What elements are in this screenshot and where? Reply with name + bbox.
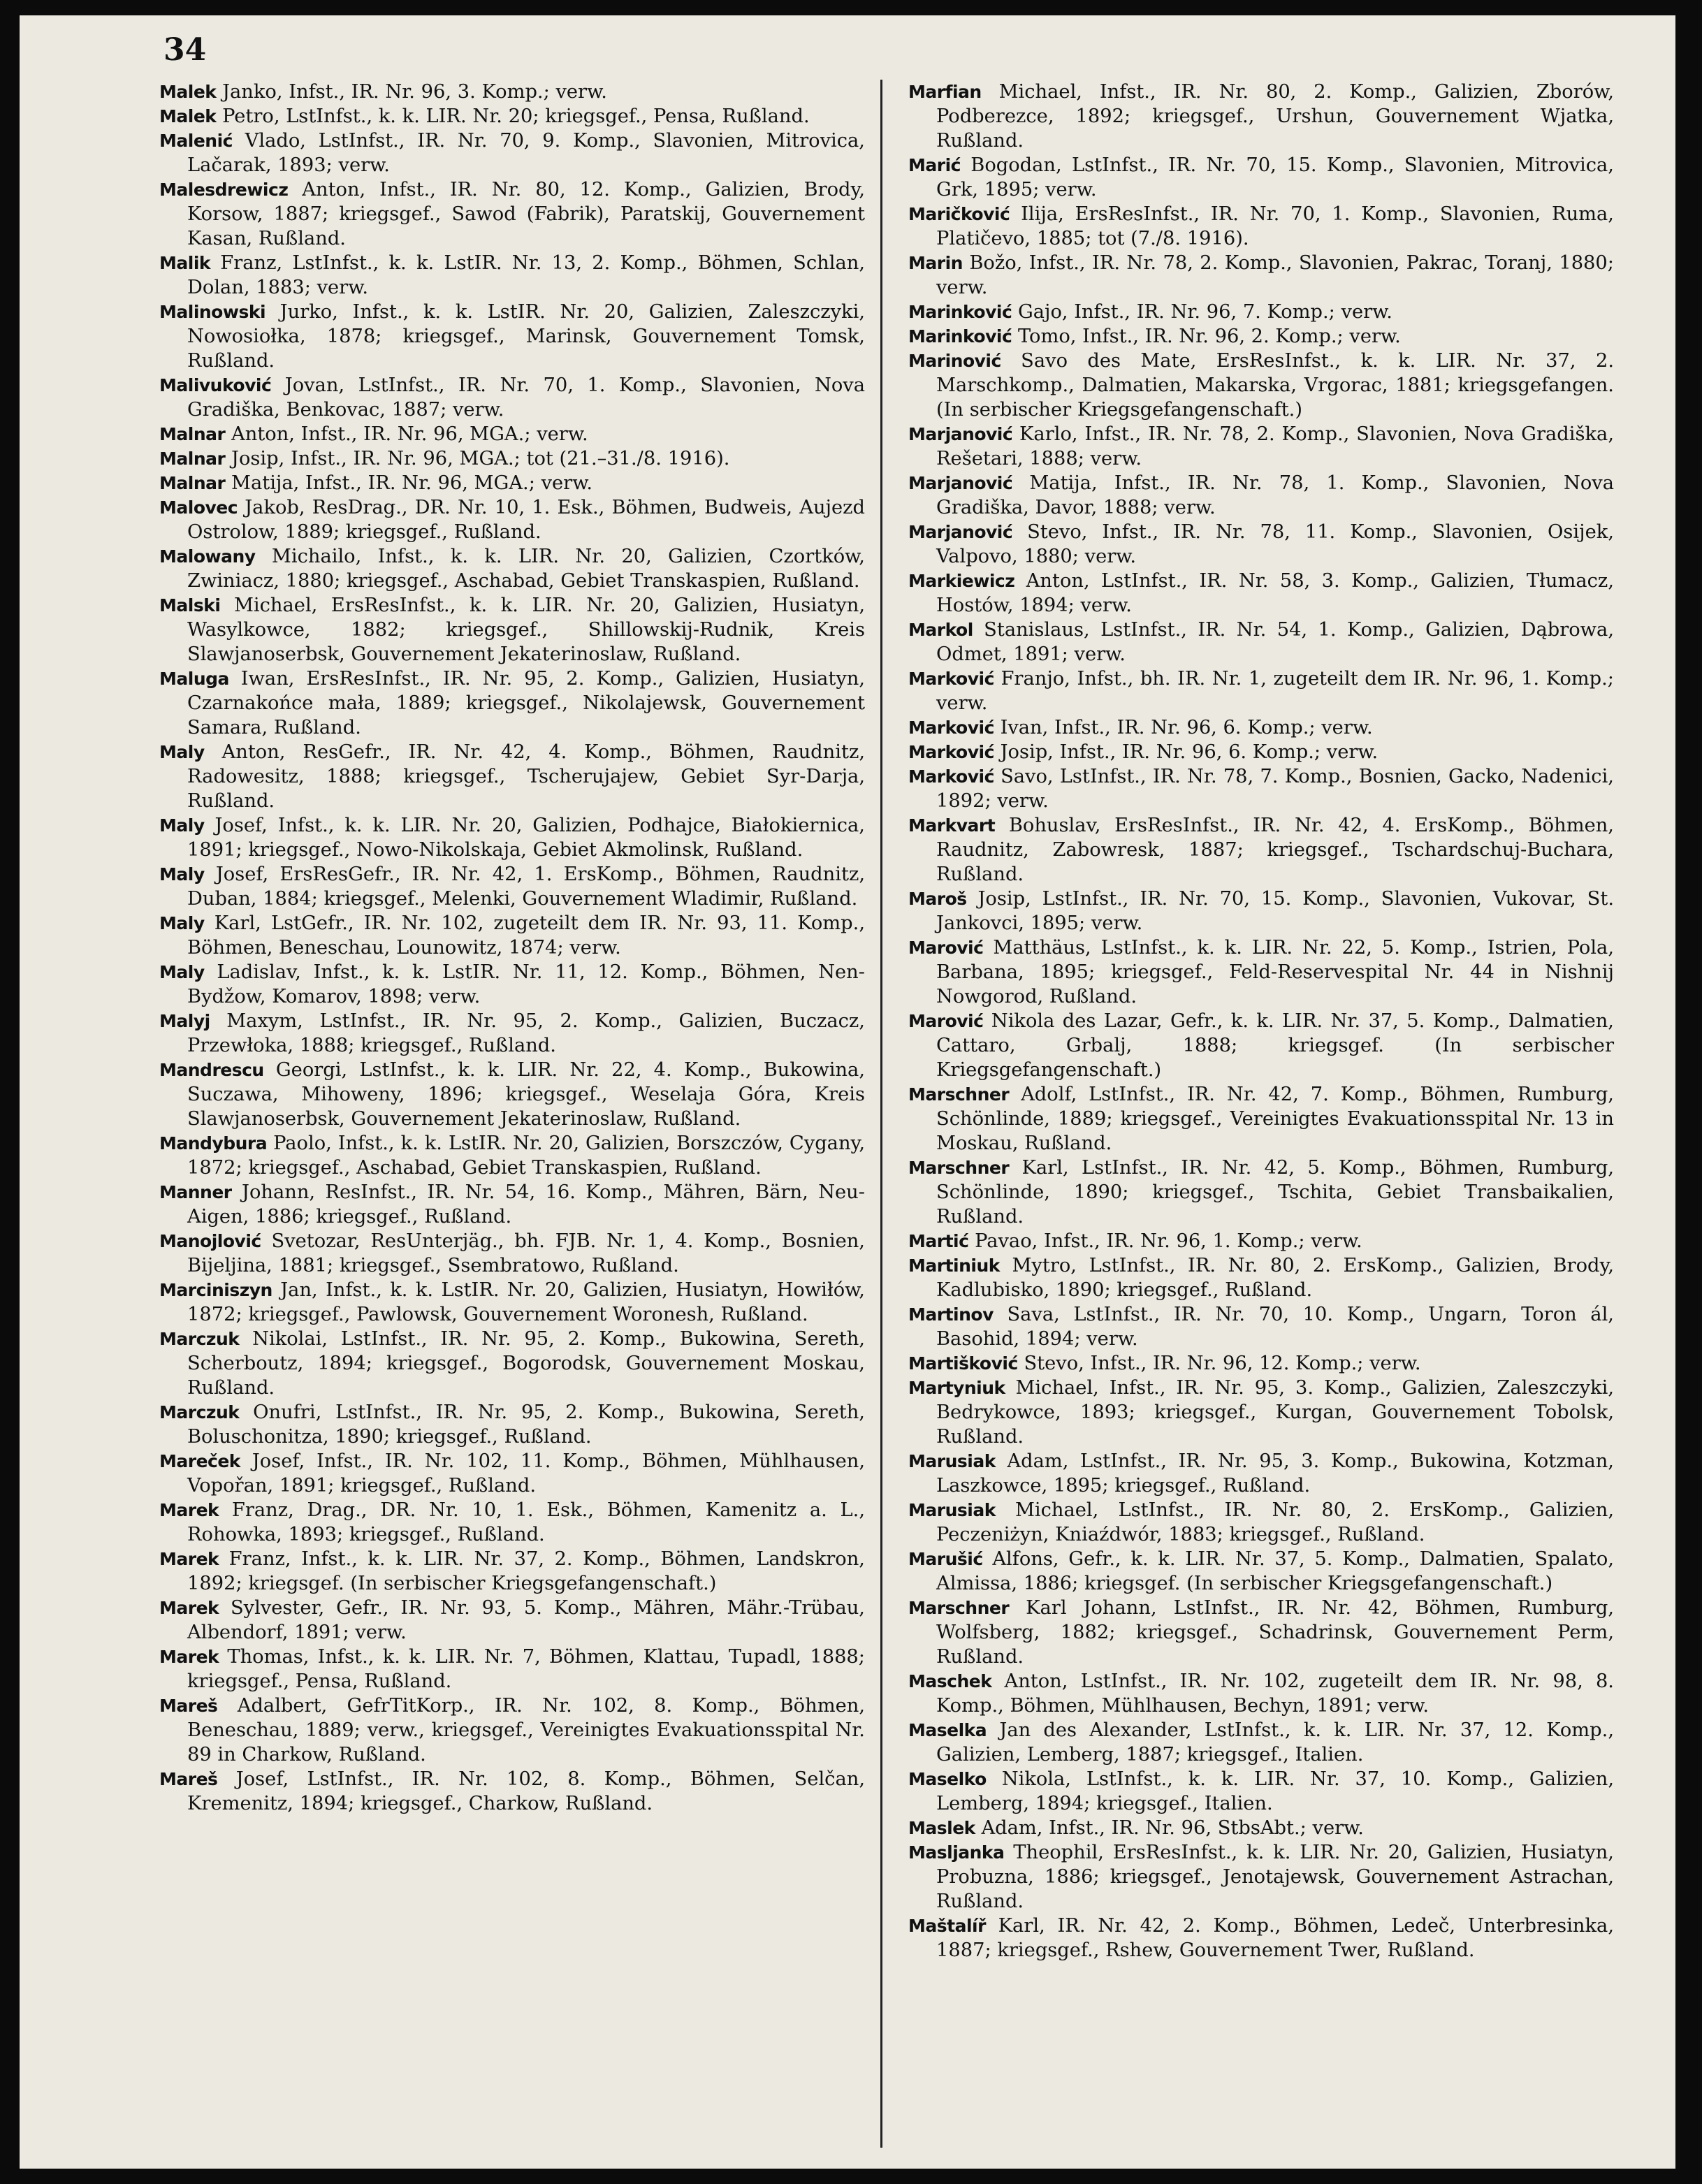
entry-details: Thomas, Infst., k. k. LIR. Nr. 7, Böhmen, Klattau, Tupadl, 1888; kriegsgef., Pensa, Rußland.: [187, 1646, 865, 1692]
register-entry: [908, 1082, 1614, 1156]
entry-surname: Malowany: [159, 546, 256, 567]
register-entry: [908, 1840, 1614, 1914]
entry-details: Josip, Infst., IR. Nr. 96, MGA.; tot (21.–31./8. 1916).: [225, 448, 730, 469]
register-entry: [159, 1645, 865, 1694]
entry-details: Stevo, Infst., IR. Nr. 96, 12. Komp.; verw.: [1017, 1353, 1421, 1374]
register-entry: [908, 715, 1614, 740]
register-entry: [908, 1302, 1614, 1351]
register-entry: [159, 80, 865, 104]
entry-details: Jan, Infst., k. k. LstIR. Nr. 20, Galizien, Husiatyn, Howiłów, 1872; kriegsgef., Pawlowsk, Gouvernement Woronesh, Rußland.: [187, 1279, 865, 1325]
register-entry: [908, 1376, 1614, 1449]
entry-surname: Marek: [159, 1647, 219, 1667]
entry-details: Sava, LstInfst., IR. Nr. 70, 10. Komp., Ungarn, Toron ál, Basohid, 1894; verw.: [936, 1304, 1614, 1350]
entry-surname: Martinov: [908, 1304, 994, 1325]
entry-surname: Markol: [908, 620, 973, 640]
register-entry: [159, 177, 865, 251]
register-entry: [908, 936, 1614, 1009]
register-entry: [159, 104, 865, 129]
entry-surname: Maroš: [908, 889, 967, 909]
register-entry: [159, 422, 865, 446]
entry-surname: Marušić: [908, 1549, 983, 1569]
entry-surname: Maselka: [908, 1720, 987, 1740]
entry-surname: Marjanović: [908, 424, 1013, 444]
entry-details: Alfons, Gefr., k. k. LIR. Nr. 37, 5. Komp., Dalmatien, Spalato, Almissa, 1886; kriegsgef. (In serbischer Kriegsgefangenschaft.): [936, 1548, 1614, 1594]
register-entry: [908, 764, 1614, 813]
entry-details: Nikola des Lazar, Gefr., k. k. LIR. Nr. 37, 5. Komp., Dalmatien, Cattaro, Grbalj, 1888; kriegsgef. (In serbischer Kriegsgefangenschaft.): [936, 1010, 1614, 1081]
entry-details: Karl Johann, LstInfst., IR. Nr. 42, Böhmen, Rumburg, Wolfsberg, 1882; kriegsgef., Schadrinsk, Gouvernement Perm, Rußland.: [936, 1597, 1614, 1668]
register-entry: [159, 373, 865, 422]
register-entry: [908, 520, 1614, 569]
register-entry: [908, 251, 1614, 300]
entry-details: Josef, Infst., k. k. LIR. Nr. 20, Galizien, Podhajce, Białokiernica, 1891; kriegsgef., Nowo-Nikolskaja, Gebiet Akmolinsk, Rußland.: [187, 815, 865, 861]
entry-details: Vlado, LstInfst., IR. Nr. 70, 9. Komp., Slavonien, Mitrovica, Lačarak, 1893; verw.: [187, 130, 865, 176]
entry-details: Franjo, Infst., bh. IR. Nr. 1, zugeteilt dem IR. Nr. 96, 1. Komp.; verw.: [936, 668, 1614, 714]
entry-details: Nikola, LstInfst., k. k. LIR. Nr. 37, 10. Komp., Galizien, Lemberg, 1894; kriegsgef., Italien.: [936, 1768, 1614, 1814]
entry-details: Anton, ResGefr., IR. Nr. 42, 4. Komp., Böhmen, Raudnitz, Radowesitz, 1888; kriegsgef., Tscherujajew, Gebiet Syr-Darja, Rußland.: [187, 741, 865, 812]
entry-surname: Marschner: [908, 1084, 1010, 1105]
entry-surname: Malnar: [159, 424, 226, 444]
entry-surname: Martić: [908, 1231, 969, 1251]
entry-surname: Maštalíř: [908, 1916, 986, 1936]
register-entry: [908, 1669, 1614, 1718]
register-entry: [159, 960, 865, 1009]
entry-surname: Maluga: [159, 669, 229, 689]
entry-surname: Marusiak: [908, 1451, 996, 1471]
entry-surname: Maly: [159, 962, 205, 982]
entry-surname: Marinković: [908, 326, 1012, 347]
entry-surname: Maschek: [908, 1671, 992, 1691]
entry-surname: Marjanović: [908, 522, 1013, 542]
register-entry: [908, 1816, 1614, 1840]
entry-details: Josef, LstInfst., IR. Nr. 102, 8. Komp., Böhmen, Selčan, Kremenitz, 1894; kriegsgef., Charkow, Rußland.: [187, 1768, 865, 1814]
entry-surname: Malik: [159, 253, 211, 273]
register-entry: [908, 1596, 1614, 1669]
entry-details: Michael, LstInfst., IR. Nr. 80, 2. ErsKomp., Galizien, Peczeniżyn, Kniaźdwór, 1883; kriegsgef., Rußland.: [936, 1499, 1614, 1545]
register-entry: [908, 349, 1614, 422]
register-entry: [159, 1229, 865, 1278]
entry-details: Jurko, Infst., k. k. LstIR. Nr. 20, Galizien, Zaleszczyki, Nowosiołka, 1878; kriegsgef., Marinsk, Gouvernement Tomsk, Rußland.: [187, 301, 865, 372]
entry-details: Georgi, LstInfst., k. k. LIR. Nr. 22, 4. Komp., Bukowina, Suczawa, Mihoweny, 1896; kriegsgef., Weselaja Góra, Kreis Slawjanoserbsk, Gouvernement Jekaterinoslaw, Rußland.: [187, 1059, 865, 1130]
register-entry: [159, 251, 865, 300]
register-entry: [159, 1058, 865, 1131]
register-entry: [908, 1547, 1614, 1596]
entry-details: Josef, Infst., IR. Nr. 102, 11. Komp., Böhmen, Mühlhausen, Vopořan, 1891; kriegsgef., Rußland.: [187, 1450, 865, 1497]
right-column: [908, 80, 1614, 1963]
entry-details: Božo, Infst., IR. Nr. 78, 2. Komp., Slavonien, Pakrac, Toranj, 1880; verw.: [936, 252, 1614, 298]
entry-surname: Martišković: [908, 1353, 1018, 1374]
entry-details: Paolo, Infst., k. k. LstIR. Nr. 20, Galizien, Borszczów, Cygany, 1872; kriegsgef., Aschabad, Gebiet Transkaspien, Rußland.: [187, 1133, 865, 1179]
entry-details: Matthäus, LstInfst., k. k. LIR. Nr. 22, 5. Komp., Istrien, Pola, Barbana, 1895; kriegsgef., Feld-Reservespital Nr. 44 in Nishnij Nowgorod, Rußland.: [936, 937, 1614, 1007]
entry-details: Ivan, Infst., IR. Nr. 96, 6. Komp.; verw.: [994, 717, 1373, 738]
entry-details: Savo, LstInfst., IR. Nr. 78, 7. Komp., Bosnien, Gacko, Nadenici, 1892; verw.: [936, 766, 1614, 812]
entry-details: Anton, Infst., IR. Nr. 96, MGA.; verw.: [225, 423, 588, 445]
entry-details: Ladislav, Infst., k. k. LstIR. Nr. 11, 12. Komp., Böhmen, Nen-Bydžow, Komarov, 1898; verw.: [187, 961, 865, 1007]
entry-surname: Marusiak: [908, 1500, 996, 1520]
entry-details: Gajo, Infst., IR. Nr. 96, 7. Komp.; verw.: [1012, 301, 1392, 323]
entry-surname: Malnar: [159, 449, 226, 469]
register-entry: [908, 618, 1614, 667]
entry-surname: Mareš: [159, 1696, 218, 1716]
entry-details: Svetozar, ResUnterjäg., bh. FJB. Nr. 1, 4. Komp., Bosnien, Bijeljina, 1881; kriegsgef., Ssembratowo, Rußland.: [187, 1230, 865, 1276]
entry-details: Anton, LstInfst., IR. Nr. 58, 3. Komp., Galizien, Tłumacz, Hostów, 1894; verw.: [936, 570, 1614, 616]
entry-surname: Marek: [159, 1549, 219, 1569]
entry-details: Sylvester, Gefr., IR. Nr. 93, 5. Komp., Mähren, Mähr.-Trübau, Albendorf, 1891; verw.: [187, 1597, 865, 1643]
entry-details: Michailo, Infst., k. k. LIR. Nr. 20, Galizien, Czortków, Zwiniacz, 1880; kriegsgef., Aschabad, Gebiet Transkaspien, Rußland.: [187, 546, 865, 592]
entry-surname: Marek: [159, 1598, 219, 1618]
register-entry: [908, 667, 1614, 715]
entry-surname: Malinowski: [159, 302, 266, 322]
entry-surname: Marciniszyn: [159, 1280, 272, 1300]
register-entry: [159, 813, 865, 862]
entry-surname: Marin: [908, 253, 963, 273]
entry-details: Petro, LstInfst., k. k. LIR. Nr. 20; kriegsgef., Pensa, Rußland.: [216, 105, 810, 127]
left-column: [159, 80, 865, 1816]
entry-details: Josef, ErsResGefr., IR. Nr. 42, 1. ErsKomp., Böhmen, Raudnitz, Duban, 1884; kriegsgef., Melenki, Gouvernement Wladimir, Rußland.: [187, 864, 865, 910]
entry-surname: Masljanka: [908, 1842, 1005, 1863]
entry-details: Onufri, LstInfst., IR. Nr. 95, 2. Komp., Bukowina, Sereth, Boluschonitza, 1890; kriegsgef., Rußland.: [187, 1402, 865, 1448]
entry-details: Stanislaus, LstInfst., IR. Nr. 54, 1. Komp., Galizien, Dąbrowa, Odmet, 1891; verw.: [936, 619, 1614, 665]
entry-surname: Martiniuk: [908, 1255, 1000, 1276]
entry-details: Pavao, Infst., IR. Nr. 96, 1. Komp.; verw.: [968, 1230, 1362, 1252]
entry-details: Maxym, LstInfst., IR. Nr. 95, 2. Komp., Galizien, Buczacz, Przewłoka, 1888; kriegsgef., Rußland.: [187, 1010, 865, 1056]
entry-details: Stevo, Infst., IR. Nr. 78, 11. Komp., Slavonien, Osijek, Valpovo, 1880; verw.: [936, 521, 1614, 567]
entry-surname: Marković: [908, 669, 994, 689]
entry-surname: Marković: [908, 742, 994, 762]
entry-surname: Markvart: [908, 815, 996, 836]
entry-surname: Marschner: [908, 1598, 1010, 1618]
register-entry: [159, 911, 865, 960]
register-entry: [908, 1229, 1614, 1253]
register-entry: [908, 569, 1614, 618]
register-entry: [159, 1767, 865, 1816]
register-entry: [159, 1449, 865, 1498]
entry-details: Iwan, ErsResInfst., IR. Nr. 95, 2. Komp., Galizien, Husiatyn, Czarnakońce mała, 1889; kriegsgef., Nikolajewsk, Gouvernement Samara, Rußland.: [187, 668, 865, 738]
register-entry: [159, 1131, 865, 1180]
entry-surname: Maly: [159, 913, 205, 933]
register-entry: [159, 129, 865, 177]
entry-details: Karl, LstGefr., IR. Nr. 102, zugeteilt dem IR. Nr. 93, 11. Komp., Böhmen, Beneschau, Lounowitz, 1874; verw.: [187, 912, 865, 959]
entry-surname: Mareš: [159, 1769, 218, 1789]
register-entry: [908, 887, 1614, 936]
register-entry: [908, 471, 1614, 520]
entry-details: Jakob, ResDrag., DR. Nr. 10, 1. Esk., Böhmen, Budweis, Aujezd Ostrolow, 1889; kriegsgef., Rußland.: [187, 497, 865, 543]
entry-details: Mytro, LstInfst., IR. Nr. 80, 2. ErsKomp., Galizien, Brody, Kadlubisko, 1890; kriegsgef., Rußland.: [936, 1255, 1614, 1301]
entry-surname: Malek: [159, 106, 217, 126]
register-entry: [159, 740, 865, 813]
entry-surname: Mandrescu: [159, 1060, 264, 1080]
entry-details: Adolf, LstInfst., IR. Nr. 42, 7. Komp., Böhmen, Rumburg, Schönlinde, 1889; kriegsgef., Vereinigtes Evakuationsspital Nr. 13 in Moskau, Rußland.: [936, 1084, 1614, 1154]
entry-surname: Maselko: [908, 1769, 987, 1789]
register-entry: [159, 544, 865, 593]
entry-details: Josip, Infst., IR. Nr. 96, 6. Komp.; verw.: [994, 741, 1379, 763]
register-entry: [159, 1009, 865, 1058]
entry-surname: Marković: [908, 718, 994, 738]
entry-surname: Marić: [908, 155, 961, 175]
entry-details: Karl, LstInfst., IR. Nr. 42, 5. Komp., Böhmen, Rumburg, Schönlinde, 1890; kriegsgef., Tschita, Gebiet Transbaikalien, Rußland.: [936, 1157, 1614, 1228]
entry-details: Josip, LstInfst., IR. Nr. 70, 15. Komp., Slavonien, Vukovar, St. Jankovci, 1895; verw.: [936, 888, 1614, 934]
entry-details: Bogodan, LstInfst., IR. Nr. 70, 15. Komp., Slavonien, Mitrovica, Grk, 1895; verw.: [936, 154, 1614, 201]
entry-details: Anton, Infst., IR. Nr. 80, 12. Komp., Galizien, Brody, Korsow, 1887; kriegsgef., Sawod (Fabrik), Paratskij, Gouvernement Kasan, Rußland.: [187, 179, 865, 249]
register-entry: [908, 1449, 1614, 1498]
entry-details: Savo des Mate, ErsResInfst., k. k. LIR. Nr. 37, 2. Marschkomp., Dalmatien, Makarska, Vrgorac, 1881; kriegsgefangen. (In serbischer Kriegsgefangenschaft.): [936, 350, 1614, 421]
register-entry: [908, 324, 1614, 349]
register-entry: [159, 1547, 865, 1596]
entry-surname: Manojlović: [159, 1231, 261, 1251]
entry-surname: Marjanović: [908, 473, 1013, 493]
register-entry: [908, 300, 1614, 324]
register-entry: [908, 1498, 1614, 1547]
entry-details: Michael, Infst., IR. Nr. 80, 2. Komp., Galizien, Zborów, Podberezce, 1892; kriegsgef., Urshun, Gouvernement Wjatka, Rußland.: [936, 81, 1614, 152]
entry-details: Nikolai, LstInfst., IR. Nr. 95, 2. Komp., Bukowina, Sereth, Scherboutz, 1894; kriegsgef., Bogorodsk, Gouvernement Moskau, Rußland.: [187, 1328, 865, 1399]
register-entry: [908, 813, 1614, 887]
register-entry: [159, 1694, 865, 1767]
register-entry: [908, 1718, 1614, 1767]
entry-details: Michael, ErsResInfst., k. k. LIR. Nr. 20, Galizien, Husiatyn, Wasylkowce, 1882; kriegsgef., Shillowskij-Rudnik, Kreis Slawjanoserbsk, Gouvernement Jekaterinoslaw, Rußland.: [187, 595, 865, 665]
register-entry: [159, 446, 865, 471]
entry-details: Janko, Infst., IR. Nr. 96, 3. Komp.; verw.: [216, 81, 607, 103]
entry-details: Theophil, ErsResInfst., k. k. LIR. Nr. 20, Galizien, Husiatyn, Probuzna, 1886; kriegsgef., Jenotajewsk, Gouvernement Astrachan, Rußland.: [936, 1842, 1614, 1912]
entry-surname: Maslek: [908, 1818, 975, 1838]
entry-details: Bohuslav, ErsResInfst., IR. Nr. 42, 4. ErsKomp., Böhmen, Raudnitz, Zabowresk, 1887; kriegsgef., Tschardschuj-Buchara, Rußland.: [936, 815, 1614, 885]
register-entry: [159, 471, 865, 495]
register-entry: [159, 1596, 865, 1645]
register-entry: [908, 1009, 1614, 1082]
entry-details: Ilija, ErsResInfst., IR. Nr. 70, 1. Komp., Slavonien, Ruma, Platičevo, 1885; tot (7./8. 1916).: [936, 203, 1614, 249]
register-entry: [159, 593, 865, 667]
entry-surname: Marczuk: [159, 1402, 240, 1422]
entry-surname: Marović: [908, 1011, 984, 1031]
register-entry: [159, 862, 865, 911]
register-entry: [159, 1400, 865, 1449]
register-entry: [159, 1278, 865, 1327]
register-entry: [159, 495, 865, 544]
entry-surname: Mandybura: [159, 1133, 268, 1153]
entry-details: Adam, LstInfst., IR. Nr. 95, 3. Komp., Bukowina, Kotzman, Laszkowce, 1895; kriegsgef., Rußland.: [936, 1450, 1614, 1497]
entry-surname: Marfian: [908, 82, 982, 102]
page-number: 34: [163, 32, 207, 68]
register-entry: [159, 1498, 865, 1547]
entry-surname: Marczuk: [159, 1329, 240, 1349]
entry-details: Matija, Infst., IR. Nr. 96, MGA.; verw.: [225, 472, 593, 494]
register-entry: [908, 1914, 1614, 1963]
register-entry: [159, 1327, 865, 1400]
entry-details: Franz, Infst., k. k. LIR. Nr. 37, 2. Komp., Böhmen, Landskron, 1892; kriegsgef. (In serbischer Kriegsgefangenschaft.): [187, 1548, 865, 1594]
entry-surname: Malivuković: [159, 375, 272, 395]
entry-surname: Marek: [159, 1500, 219, 1520]
entry-surname: Marković: [908, 766, 994, 787]
entry-details: Franz, LstInfst., k. k. LstIR. Nr. 13, 2. Komp., Böhmen, Schlan, Dolan, 1883; verw.: [187, 252, 865, 298]
register-entry: [908, 1253, 1614, 1302]
column-divider: [880, 80, 882, 2148]
entry-details: Jovan, LstInfst., IR. Nr. 70, 1. Komp., Slavonien, Nova Gradiška, Benkovac, 1887; verw.: [187, 374, 865, 421]
register-entry: [159, 300, 865, 373]
entry-surname: Markiewicz: [908, 571, 1015, 591]
entry-surname: Maly: [159, 864, 205, 884]
entry-surname: Marinković: [908, 302, 1012, 322]
entry-details: Adam, Infst., IR. Nr. 96, StbsAbt.; verw.: [975, 1817, 1364, 1839]
entry-details: Matija, Infst., IR. Nr. 78, 1. Komp., Slavonien, Nova Gradiška, Davor, 1888; verw.: [936, 472, 1614, 518]
entry-surname: Malyj: [159, 1011, 210, 1031]
entry-surname: Martyniuk: [908, 1378, 1005, 1398]
entry-surname: Maly: [159, 742, 205, 762]
entry-details: Karlo, Infst., IR. Nr. 78, 2. Komp., Slavonien, Nova Gradiška, Rešetari, 1888; verw.: [936, 423, 1614, 469]
register-entry: [908, 153, 1614, 202]
entry-surname: Malski: [159, 595, 221, 616]
register-entry: [908, 422, 1614, 471]
register-entry: [908, 80, 1614, 153]
register-entry: [908, 740, 1614, 764]
entry-surname: Malovec: [159, 497, 238, 518]
entry-surname: Malnar: [159, 473, 226, 493]
entry-details: Michael, Infst., IR. Nr. 95, 3. Komp., Galizien, Zaleszczyki, Bedrykowce, 1893; kriegsgef., Kurgan, Gouvernement Tobolsk, Rußland.: [936, 1377, 1614, 1448]
entry-surname: Marović: [908, 938, 984, 958]
entry-details: Tomo, Infst., IR. Nr. 96, 2. Komp.; verw.: [1012, 326, 1401, 347]
entry-surname: Marinović: [908, 351, 1001, 371]
register-entry: [908, 1767, 1614, 1816]
document-page: [20, 15, 1675, 2169]
entry-details: Johann, ResInfst., IR. Nr. 54, 16. Komp., Mähren, Bärn, Neu-Aigen, 1886; kriegsgef., Rußland.: [187, 1181, 865, 1228]
entry-surname: Malesdrewicz: [159, 180, 289, 200]
entry-details: Franz, Drag., DR. Nr. 10, 1. Esk., Böhmen, Kamenitz a. L., Rohowka, 1893; kriegsgef., Rußland.: [187, 1499, 865, 1545]
entry-surname: Manner: [159, 1182, 232, 1202]
register-entry: [159, 1180, 865, 1229]
entry-details: Jan des Alexander, LstInfst., k. k. LIR. Nr. 37, 12. Komp., Galizien, Lemberg, 1887; kriegsgef., Italien.: [936, 1719, 1614, 1766]
entry-surname: Maly: [159, 815, 205, 836]
entry-details: Anton, LstInfst., IR. Nr. 102, zugeteilt dem IR. Nr. 98, 8. Komp., Böhmen, Mühlhausen, Bechyn, 1891; verw.: [936, 1670, 1614, 1717]
entry-details: Karl, IR. Nr. 42, 2. Komp., Böhmen, Ledeč, Unterbresinka, 1887; kriegsgef., Rshew, Gouvernement Twer, Rußland.: [936, 1915, 1614, 1961]
register-entry: [908, 202, 1614, 251]
entry-surname: Maričković: [908, 204, 1010, 224]
register-entry: [908, 1156, 1614, 1229]
entry-surname: Malek: [159, 82, 217, 102]
entry-surname: Mareček: [159, 1451, 240, 1471]
entry-details: Adalbert, GefrTitKorp., IR. Nr. 102, 8. Komp., Böhmen, Beneschau, 1889; verw., kriegsgef., Vereinigtes Evakuationsspital Nr. 89 in Charkow, Rußland.: [187, 1695, 865, 1766]
register-entry: [159, 667, 865, 740]
entry-surname: Marschner: [908, 1158, 1010, 1178]
register-entry: [908, 1351, 1614, 1376]
entry-surname: Malenić: [159, 131, 233, 151]
